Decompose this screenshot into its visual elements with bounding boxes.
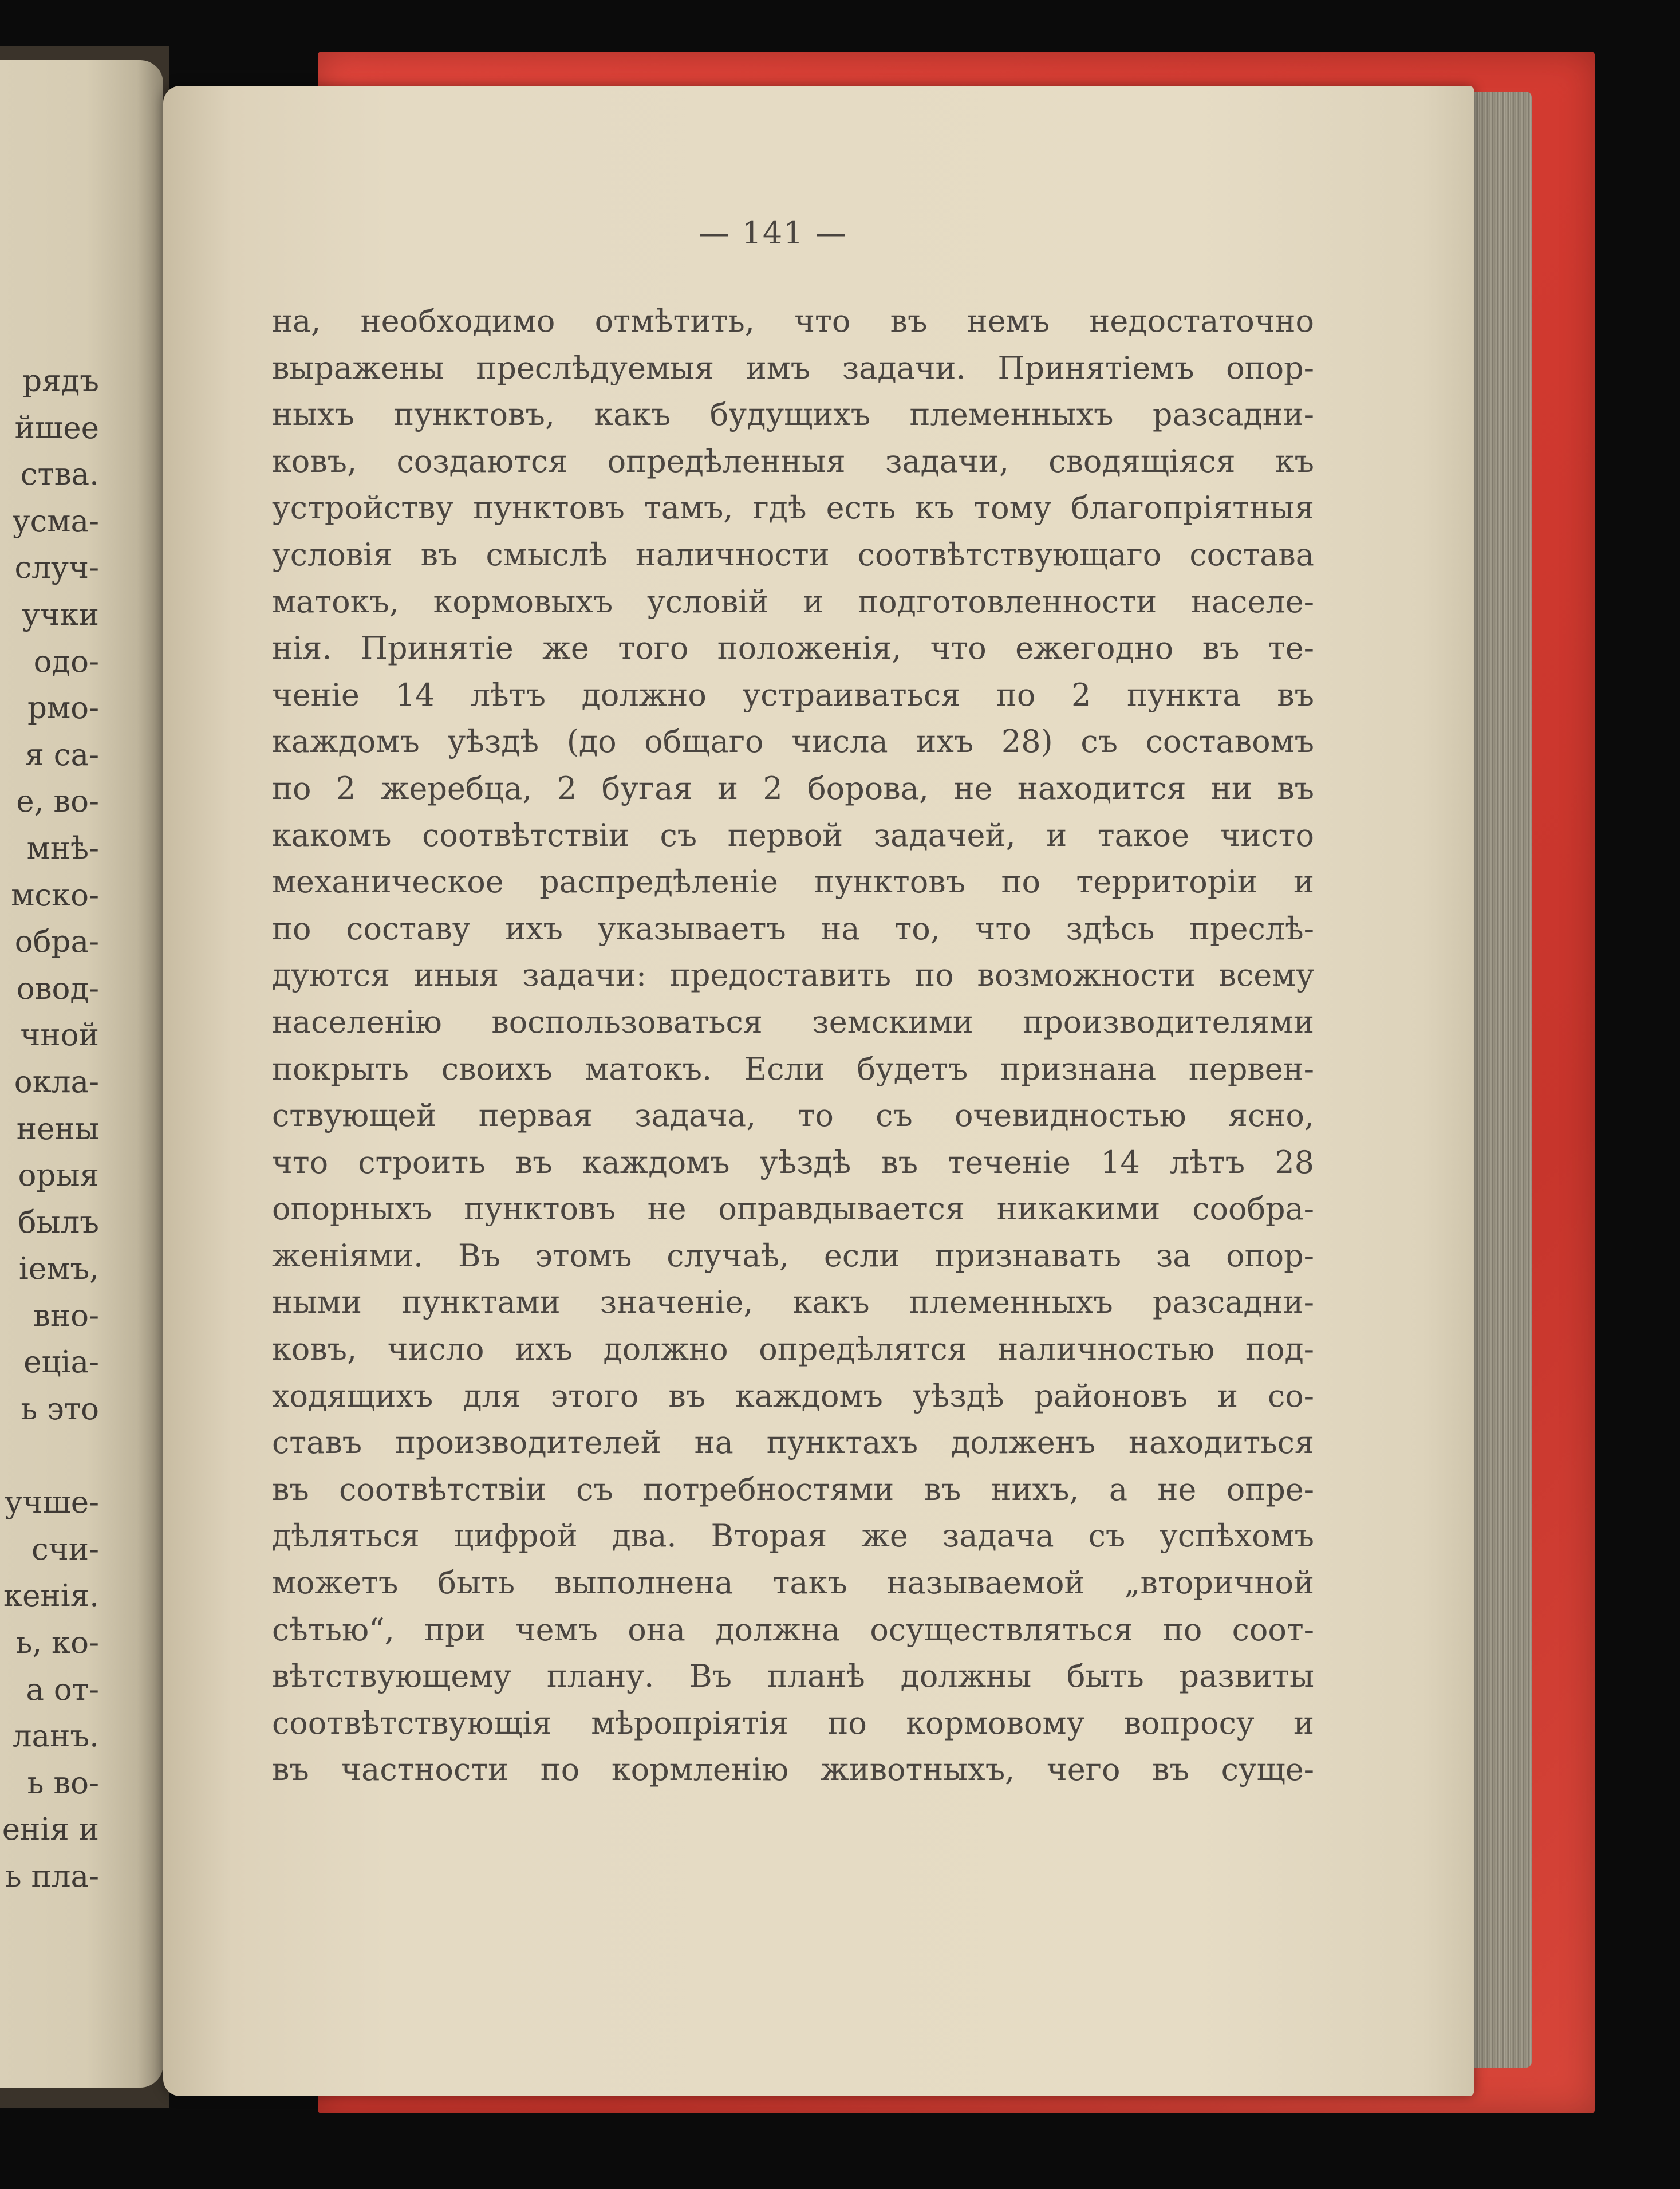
text-line: нія. Принятіе же того положенія, что ежегодно въ те- xyxy=(272,630,1314,667)
left-text-fragment: йшее xyxy=(14,410,99,446)
text-line: что строить въ каждомъ уѣздѣ въ теченіе 14 лѣтъ 28 xyxy=(272,1144,1314,1180)
text-line: каждомъ уѣздѣ (до общаго числа ихъ 28) съ составомъ xyxy=(272,723,1314,760)
left-text-fragment: овод- xyxy=(16,971,99,1006)
left-text-fragment: усма- xyxy=(12,503,99,539)
left-text-fragment: обра- xyxy=(14,924,99,960)
text-line: въ частности по кормленію животныхъ, чего въ суще- xyxy=(272,1751,1314,1788)
text-line: какомъ соотвѣтствіи съ первой задачей, и такое чисто xyxy=(272,817,1314,853)
left-page xyxy=(0,60,163,2088)
text-line: ставъ производителей на пунктахъ долженъ находиться xyxy=(272,1424,1314,1461)
left-text-fragment: былъ xyxy=(18,1204,99,1240)
text-line: ченіе 14 лѣтъ должно устраиваться по 2 пункта въ xyxy=(272,676,1314,713)
left-text-fragment: вно- xyxy=(33,1298,99,1333)
left-text-fragment: а от- xyxy=(26,1672,99,1707)
left-text-fragment: ь пла- xyxy=(5,1859,99,1894)
text-line: въ соотвѣтствіи съ потребностями въ нихъ, а не опре- xyxy=(272,1471,1314,1507)
left-text-fragment: счи- xyxy=(31,1531,99,1567)
left-text-fragment: ь это xyxy=(21,1392,99,1427)
left-text-fragment xyxy=(0,1433,99,1480)
text-line: ными пунктами значеніе, какъ племенныхъ разсадни- xyxy=(272,1284,1314,1321)
left-text-fragment: е, во- xyxy=(16,784,99,820)
text-line: опорныхъ пунктовъ не оправдывается никакими сообра- xyxy=(272,1191,1314,1227)
left-text-fragment: учше- xyxy=(5,1485,99,1521)
left-text-fragment: мнѣ- xyxy=(26,830,99,866)
text-line: ныхъ пунктовъ, какъ будущихъ племенныхъ разсадни- xyxy=(272,396,1314,433)
text-line: ковъ, создаются опредѣленныя задачи, сводящіяся къ xyxy=(272,443,1314,479)
left-text-fragment: учки xyxy=(22,597,99,632)
text-line: по 2 жеребца, 2 бугая и 2 борова, не находится ни въ xyxy=(272,770,1314,806)
left-text-fragment: ства. xyxy=(20,457,99,493)
left-text-fragment: іемъ, xyxy=(18,1251,99,1287)
left-text-fragment: кенія. xyxy=(3,1578,99,1614)
left-text-fragment: енія и xyxy=(2,1812,99,1848)
page-edges xyxy=(1469,92,1532,2068)
left-text-fragment: мско- xyxy=(11,877,99,913)
left-text-fragment: еціа- xyxy=(23,1345,99,1380)
left-text-fragment: я са- xyxy=(25,737,99,773)
text-line: ковъ, число ихъ должно опредѣлятся наличностью под- xyxy=(272,1331,1314,1368)
body-text xyxy=(272,298,1314,1793)
text-line: соотвѣтствующія мѣропріятія по кормовому вопросу и xyxy=(272,1704,1314,1741)
text-line: сѣтью“, при чемъ она должна осуществляться по соот- xyxy=(272,1611,1314,1648)
text-line: выражены преслѣдуемыя имъ задачи. Принятіемъ опор- xyxy=(272,349,1314,386)
text-line: ходящихъ для этого въ каждомъ уѣздѣ районовъ и со- xyxy=(272,1377,1314,1414)
text-line: покрыть своихъ матокъ. Если будетъ признана первен- xyxy=(272,1050,1314,1087)
left-text-fragment: окла- xyxy=(14,1064,99,1100)
text-line: устройству пунктовъ тамъ, гдѣ есть къ тому благопріятныя xyxy=(272,490,1314,526)
left-text-fragment: ь во- xyxy=(27,1765,99,1801)
text-line: условія въ смыслѣ наличности соотвѣтствующаго состава xyxy=(272,536,1314,573)
text-line: механическое распредѣленіе пунктовъ по территоріи и xyxy=(272,864,1314,900)
left-text-fragment: чной xyxy=(20,1018,99,1053)
left-text-fragment: случ- xyxy=(14,550,99,586)
text-line: по составу ихъ указываетъ на то, что здѣсь преслѣ- xyxy=(272,910,1314,947)
text-line: можетъ быть выполнена такъ называемой „вторичной xyxy=(272,1565,1314,1601)
text-line: дѣляться цифрой два. Вторая же задача съ успѣхомъ xyxy=(272,1518,1314,1554)
left-text-fragment: одо- xyxy=(33,644,99,679)
left-text-fragment: нены xyxy=(16,1111,99,1147)
text-line: на, необходимо отмѣтить, что въ немъ недостаточно xyxy=(272,303,1314,339)
left-text-fragment: ь, ко- xyxy=(15,1625,99,1661)
left-text-fragment: рядъ xyxy=(22,364,99,399)
text-line: матокъ, кормовыхъ условій и подготовленности населе- xyxy=(272,583,1314,620)
page-number: — 141 — xyxy=(699,215,847,251)
text-line: женіями. Въ этомъ случаѣ, если признавать за опор- xyxy=(272,1237,1314,1274)
left-page-text xyxy=(0,358,99,1900)
text-line: вѣтствующему плану. Въ планѣ должны быть развиты xyxy=(272,1658,1314,1695)
text-line: дуются иныя задачи: предоставить по возможности всему xyxy=(272,957,1314,994)
left-text-fragment: ланъ. xyxy=(12,1719,99,1754)
text-line: ствующей первая задача, то съ очевидностью ясно, xyxy=(272,1097,1314,1134)
left-text-fragment: рмо- xyxy=(27,691,99,726)
left-text-fragment: орыя xyxy=(18,1158,99,1194)
text-line: населенію воспользоваться земскими производителями xyxy=(272,1003,1314,1040)
